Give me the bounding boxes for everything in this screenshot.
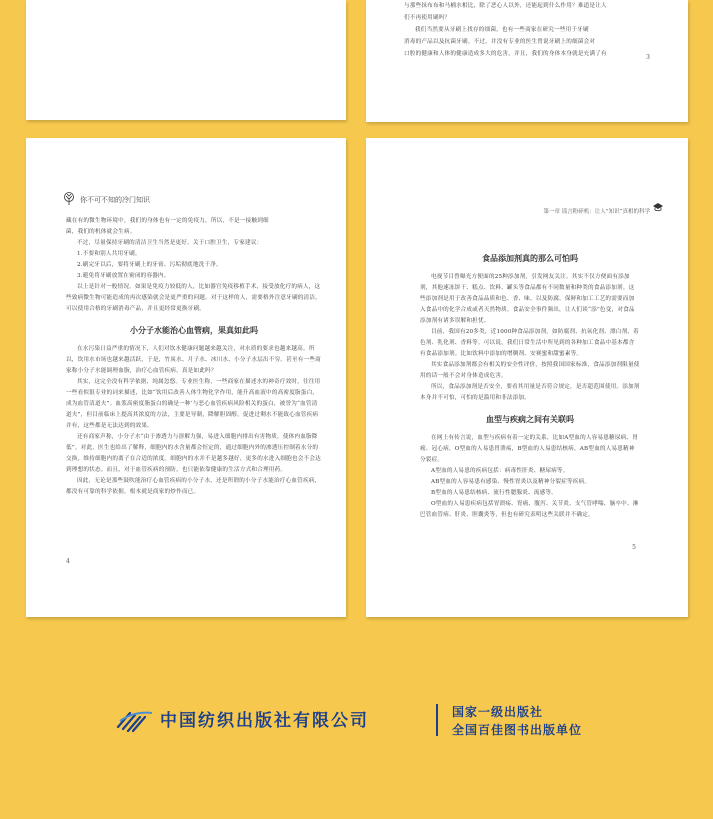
paragraph: 在水污染日益严重的情况下，人们对饮水健康问题越来越关注，对水质的要求也越来越高。所以，饮用水市场也越来越活跃，于是，竹炭水、月子水、冰川水、小分子水层出不穷。甚至有一些商家称小分子水能调理血脂，治疗心血管疾病。真是如此吗？ bbox=[66, 346, 321, 374]
section-title: 血型与疾病之间有关联吗 bbox=[486, 415, 574, 424]
tree-icon bbox=[62, 192, 76, 206]
page-text-block bbox=[404, 0, 662, 60]
advice-item: 2.刷完牙以后，要将牙刷上的牙膏、污垢彻底地洗干净。 bbox=[77, 262, 222, 268]
divider bbox=[436, 704, 438, 736]
page-content bbox=[420, 243, 640, 521]
advice-item: 1.不要和别人共用牙刷。 bbox=[77, 251, 141, 257]
advice-intro: 不过，尽量保持牙刷的清洁卫生当然是更好。关于口腔卫生，专家建议： bbox=[77, 240, 263, 246]
section-title: 食品添加剂真的那么可怕吗 bbox=[482, 254, 578, 263]
page-number: 4 bbox=[66, 558, 70, 565]
paragraph: AB型血的人容易患有感染、慢性胃炎以及精神分裂症等疾病。 bbox=[431, 479, 591, 485]
text-line: 藏在有的微生物环境中，我们的身体也有一定的免疫力，所以，不是一接触到细 bbox=[66, 218, 269, 224]
running-head: 第一章 谣言粉碎机：让人“知识”真相的科学 bbox=[543, 209, 650, 215]
paragraph: 还有商家声称，小分子水“由于渗透力与溶解力强，易进入细胞内排出有害物质，使体内血脂降低”。对此，医生也给出了解释，细胞内的水含量都会恒定的，通过细胞内外的渗透压控制着水分的交换，维持细胞内的离子在合适的浓度。细胞内的水并不是越多越好，更多的水进入细胞也会不会达到理想的状态。而且，对于血管疾病的预防，也只能依靠健康的生活方式和合理用药。 bbox=[66, 434, 321, 473]
paragraph: O型血的人易患疾病包括胃溃疡、胃癌、腹泻、关节炎、支气管哮喘、脑卒中、淋巴管血管病、肝炎、胆囊炎等，但也有研究表明这些关联并不确定。 bbox=[420, 501, 639, 518]
running-head: 你不可不知的冷门知识 bbox=[80, 196, 150, 204]
paragraph: 电视节目曾曝光方便面的25种添加剂，引发网友关注。其实不仅方便面有添加剂，其他速冻饼干、糕点、饮料、罐头等食品都有不同数量和种类的食品添加剂。这些添加剂是用于改善食品品质和色、香、味，以及防腐、保鲜和加工工艺的需要而加入食品中的化学合成或者天然物质。食品安全事件频出，让人们谈“添”色变，对食品添加剂有诸多误解和担忧。 bbox=[420, 274, 635, 324]
paragraph: 其实，这完全没有科学依据，纯属忽悠。专业医生称，一些商家在描述水的神奇疗效时，往往用一些看似很专业的词来描述，比如“饮用后改善人体生物化学作用，能升高血液中的高密度脂蛋白，成为血管清道夫”。血浆高密度脂蛋白的确是一种‘与恶心血管疾病风险相关的蛋白，被誉为“血管清道夫”，但目前临床上提高其浓度的方法，主要是导制，降解胆固醇，促进过剩水不能致心血管疾病并有，这些都是无法达到的效果。 bbox=[66, 379, 321, 429]
section-title: 小分子水能治心血管病，果真如此吗 bbox=[130, 326, 258, 335]
paragraph: A型血的人易患的疾病包括：病毒性肝炎、糖尿病等。 bbox=[431, 468, 569, 474]
paragraph: B型血的人易患结核病、流行性腮腺炎、流感等。 bbox=[431, 490, 557, 496]
text-line: 消毒的产品以及抗菌牙刷。不过，并没有专业的医生曾说牙刷上的细菌会对 bbox=[404, 39, 596, 45]
text-line: 与那些抹布布和马桶水相比，除了恶心人以外，还能起到什么作用？难道是让人 bbox=[404, 3, 607, 9]
text-line: 们不再使用刷吗？ bbox=[404, 15, 451, 21]
paragraph: 目前，我国有20多类，近1000种食品添加剂，如防腐剂、抗氧化剂、漂白剂、着色剂、乳化剂、香料等。可以说，我们日常生活中所见到的各种加工食品中基本都含有食品添加剂。比如饮料中添加的增稠剂、安赛蜜和甜蜜素等。 bbox=[420, 329, 639, 357]
book-page-left bbox=[26, 138, 346, 617]
page-content bbox=[66, 216, 322, 498]
paragraph: 其实食品添加剂都会有相关的安全性评价，按照我国国家标准，食品添加剂限量使用的话一般不会对身体造成危害。 bbox=[420, 362, 640, 379]
publisher-tagline: 全国百佳图书出版单位 bbox=[452, 723, 583, 737]
advice-item: 3.避免将牙刷放置在密闭的容器内。 bbox=[77, 273, 170, 279]
paragraph: 在网上有传言说，血型与疾病有着一定的关系，比如A型血的人容易患糖尿病、胃癌、冠心病，O型血的人易患胃溃疡，B型血的人易患结核病，AB型血的人易患精神分裂症。 bbox=[420, 435, 639, 463]
graduation-cap-icon bbox=[652, 202, 664, 212]
paragraph: 所以，食品添加剂是否安全，要看其用量是否符合规定，是否超范围使用。添加剂本身并不可怕，可怕的是滥用和非法添加。 bbox=[420, 384, 640, 401]
paragraph: 以上是针对一般情况。如果是免疫力较低的人，比如器官免疫移植手术，接受放化疗的病人，这些致病微生物可能造成的再次感染就会是更严重的问题。对于这样的人，需要格外注意牙刷的清洁，可以使用合格的牙刷消毒产品，并且更经常更换牙刷。 bbox=[66, 284, 321, 312]
page-number: 3 bbox=[646, 54, 650, 61]
book-page-right bbox=[366, 138, 688, 617]
text-line: 菌，我们的机体就会生病。 bbox=[66, 229, 136, 235]
text-line: 口腔的健康和人体的健康造成多大的危害，并且，我们的身体本身就是充满了有 bbox=[404, 51, 607, 57]
publisher-tagline: 国家一级出版社 bbox=[452, 705, 544, 719]
page-number: 5 bbox=[632, 544, 636, 551]
publisher-logo-icon bbox=[116, 707, 154, 733]
text-line: 我们当然要从牙刷上找存的细菌，也有一些商家在研究一些用于牙刷 bbox=[415, 27, 589, 33]
book-page-top-right bbox=[366, 0, 688, 122]
paragraph: 因此，无论是那些鼓吹能治疗心血管疾病的小分子水，还是所谓的小分子水能治疗心血管疾病，都没有可靠的科学依据，根本就是商家的炒作而已。 bbox=[66, 478, 321, 495]
publisher-name: 中国纺织出版社有限公司 bbox=[160, 711, 369, 731]
book-page-top-left bbox=[26, 0, 346, 120]
